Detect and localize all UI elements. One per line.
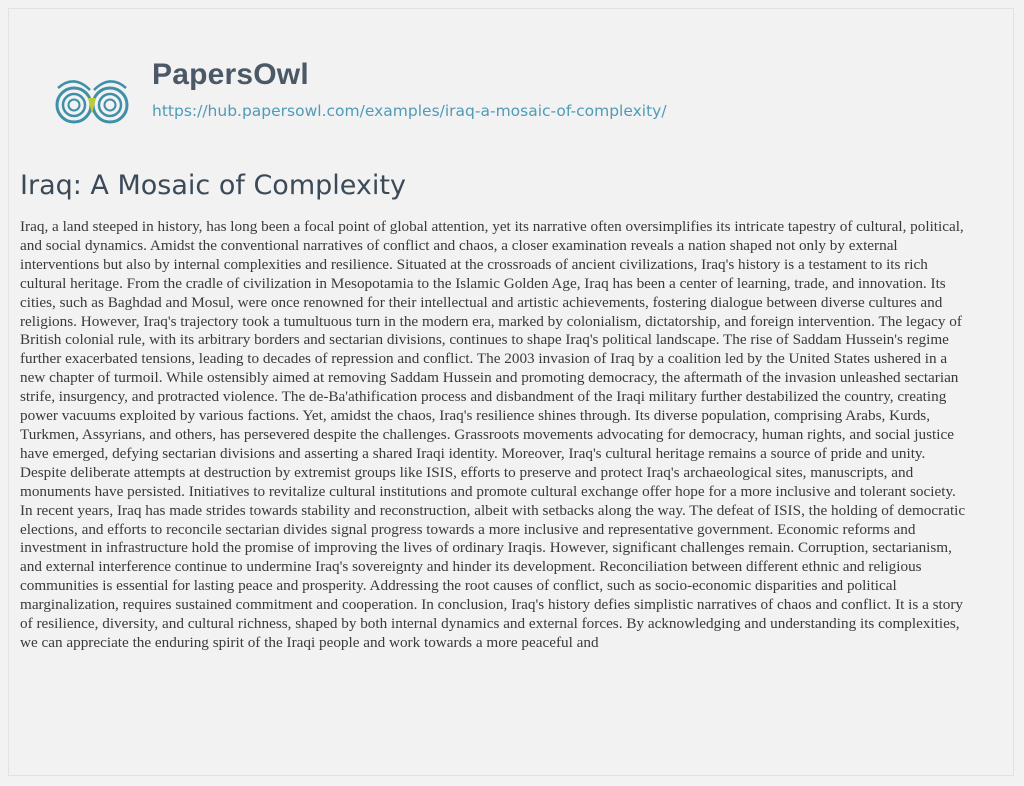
owl-eyes-logo-icon	[52, 68, 138, 134]
brand-name: PapersOwl	[152, 58, 309, 91]
article-url-link[interactable]: https://hub.papersowl.com/examples/iraq-a-mosaic-of-complexity/	[152, 102, 667, 120]
article-body: Iraq, a land steeped in history, has long been a focal point of global attention, yet its narrative often oversimplifies its intricate tapestry of cultural, political, and social dynamics. Amidst the conventional narratives of conflict and chaos, a closer examination reveals a nation shaped not only by external interventions but also by internal complexities and resilience. Situated at the crossroads of ancient civilizations, Iraq's history is a testament to its rich cultural heritage. From the cradle of civilization in Mesopotamia to the Islamic Golden Age, Iraq has been a center of learning, trade, and innovation. Its cities, such as Baghdad and Mosul, were once renowned for their intellectual and artistic achievements, fostering dialogue between diverse cultures and religions. However, Iraq's trajectory took a tumultuous turn in the modern era, marked by colonialism, dictatorship, and foreign intervention. The legacy of British colonial rule, with its arbitrary borders and sectarian divisions, continues to shape Iraq's political landscape. The rise of Saddam Hussein's regime further exacerbated tensions, leading to decades of repression and conflict. The 2003 invasion of Iraq by a coalition led by the United States ushered in a new chapter of turmoil. While ostensibly aimed at removing Saddam Hussein and promoting democracy, the aftermath of the invasion unleashed sectarian strife, insurgency, and protracted violence. The de-Ba'athification process and disbandment of the Iraqi military further destabilized the country, creating power vacuums exploited by various factions. Yet, amidst the chaos, Iraq's resilience shines through. Its diverse population, comprising Arabs, Kurds, Turkmen, Assyrians, and others, has persevered despite the challenges. Grassroots movements advocating for democracy, human rights, and social justice have emerged, defying sectarian divisions and asserting a shared Iraqi identity. Moreover, Iraq's cultural heritage remains a source of pride and unity. Despite deliberate attempts at destruction by extremist groups like ISIS, efforts to preserve and protect Iraq's archaeological sites, manuscripts, and monuments have persisted. Initiatives to revitalize cultural institutions and promote cultural exchange offer hope for a more inclusive and tolerant society. In recent years, Iraq has made strides towards stability and reconstruction, albeit with setbacks along the way. The defeat of ISIS, the holding of democratic elections, and efforts to reconcile sectarian divides signal progress towards a more inclusive and representative government. Economic reforms and investment in infrastructure hold the promise of improving the lives of ordinary Iraqis. However, significant challenges remain. Corruption, sectarianism, and external interference continue to undermine Iraq's sovereignty and hinder its development. Reconciliation between different ethnic and religious communities is essential for lasting peace and prosperity. Addressing the root causes of conflict, such as socio-economic disparities and political marginalization, requires sustained commitment and cooperation. In conclusion, Iraq's history defies simplistic narratives of chaos and conflict. It is a story of resilience, diversity, and cultural richness, shaped by both internal dynamics and external forces. By acknowledging and understanding its complexities, we can appreciate the enduring spirit of the Iraqi people and work towards a more peaceful and	[20, 218, 966, 651]
article-title: Iraq: A Mosaic of Complexity	[20, 170, 406, 201]
